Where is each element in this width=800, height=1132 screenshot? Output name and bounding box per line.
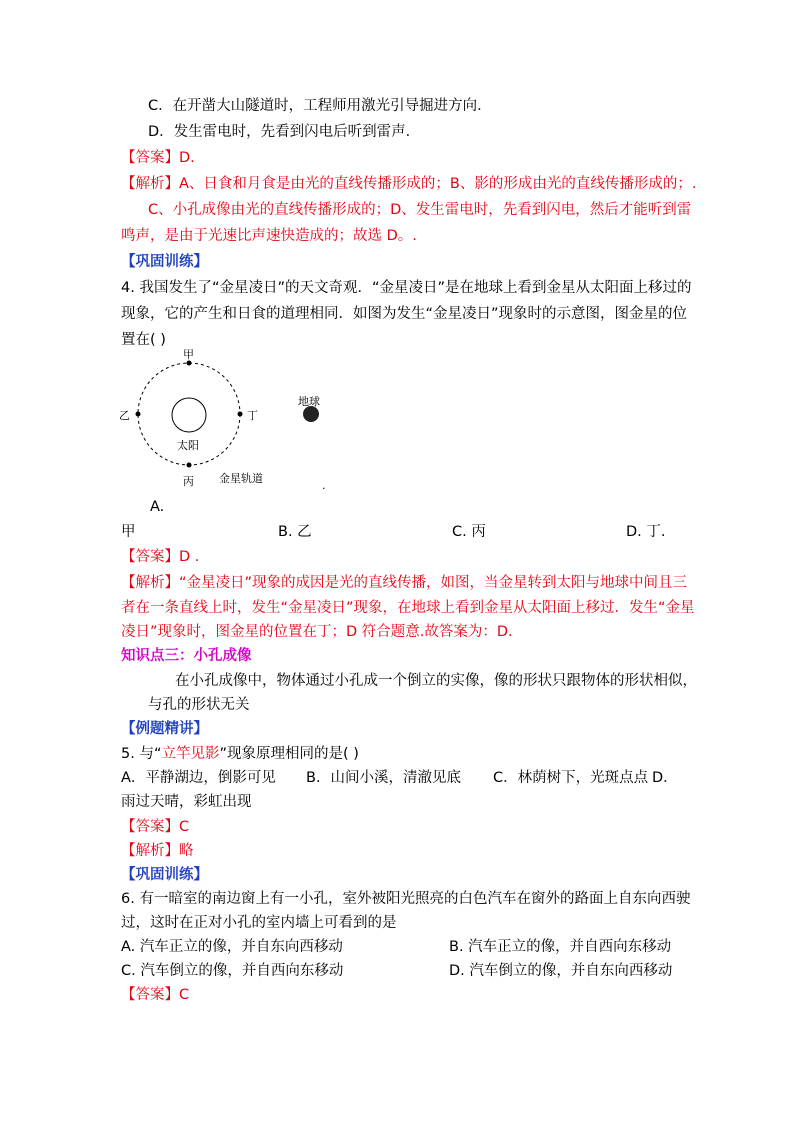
q4-stem-line3: 置在( )	[121, 332, 166, 348]
consolidate-heading: 【巩固训练】	[121, 867, 208, 883]
q4-option-b: B. 乙	[278, 524, 312, 540]
point-bing	[187, 463, 192, 468]
q6-answer	[121, 985, 189, 1005]
knowledge-point-line2: 与孔的形状无关	[148, 697, 250, 713]
label-ding: 丁	[247, 409, 258, 422]
point-ding	[238, 412, 243, 417]
q4-answer	[121, 547, 199, 567]
q6-option-c: C. 汽车倒立的像，并自西向东移动	[121, 963, 344, 979]
q6-option-d: D. 汽车倒立的像，并自东向西移动	[449, 963, 673, 979]
label-jia: 甲	[183, 348, 194, 361]
answer-value: C	[179, 819, 190, 835]
q4-option-c: C. 丙	[452, 524, 486, 540]
point-yi	[136, 412, 141, 417]
q5-suffix: ”现象原理相同的是( )	[219, 746, 359, 762]
analysis-label: 【解析】	[121, 575, 179, 591]
answer-label: 【答案】	[121, 150, 179, 166]
answer-value: C	[179, 987, 190, 1003]
q5-prefix: 5. 与“	[121, 746, 162, 762]
answer-label: 【答案】	[121, 819, 179, 835]
label-bing: 丙	[183, 475, 194, 488]
q4-analysis-line1	[121, 573, 687, 593]
point-jia	[187, 361, 192, 366]
q6-option-b: B. 汽车正立的像，并自西向东移动	[449, 939, 672, 955]
knowledge-point-line1: 在小孔成像中，物体通过小孔成一个倒立的实像，像的形状只跟物体的形状相似，	[175, 673, 697, 689]
q5-analysis	[121, 841, 194, 861]
q3-answer	[121, 148, 195, 168]
label-orbit: 金星轨道	[219, 472, 263, 485]
q3-analysis-line1	[121, 174, 696, 194]
q6-option-a: A. 汽车正立的像，并自东向西移动	[121, 939, 343, 955]
q5-option-b: B．山间小溪，清澈见底	[306, 770, 461, 786]
answer-label: 【答案】	[121, 987, 179, 1003]
earth-circle	[303, 406, 319, 422]
label-yi: 乙	[119, 409, 130, 422]
q4-stem-line2: 现象，它的产生和日食的道理相同．如图为发生“金星凌日”现象时的示意图，图金星的位	[121, 306, 688, 322]
q6-stem-line1: 6. 有一暗室的南边窗上有一小孔，室外被阳光照亮的白色汽车在窗外的路面上自东向西驶	[121, 891, 691, 907]
example-heading: 【例题精讲】	[121, 721, 208, 737]
label-earth: 地球	[298, 395, 320, 408]
q5-option-d: D．	[652, 770, 678, 786]
answer-label: 【答案】	[121, 549, 179, 565]
q5-highlight: 立竿见影	[161, 746, 220, 762]
q4-analysis-line2: 者在一条直线上时，发生“金星凌日”现象，在地球上看到金星从太阳面上移过．发生“金星	[121, 600, 695, 616]
analysis-label: 【解析】	[121, 176, 179, 192]
answer-value: D.	[179, 150, 195, 166]
q5-option-c: C．林荫树下，光斑点点	[493, 770, 649, 786]
analysis-text: A、日食和月食是由光的直线传播形成的；B、影的形成由光的直线传播形成的；.	[179, 176, 697, 192]
q6-stem-line2: 过，这时在正对小孔的室内墙上可看到的是	[121, 915, 397, 931]
q5-answer	[121, 817, 189, 837]
q4-option-a-text: 甲	[121, 524, 136, 540]
q5-option-a: A．平静湖边，倒影可见	[121, 770, 276, 786]
analysis-text: 略	[179, 843, 194, 859]
q3-analysis-line2: C、小孔成像由光的直线传播形成的；D、发生雷电时，先看到闪电，然后才能听到雷	[148, 202, 692, 218]
venus-transit-diagram	[115, 345, 345, 495]
q3-analysis-line3: 鸣声，是由于光速比声速快造成的；故选 D。.	[121, 228, 417, 244]
q4-option-a-letter: A.	[150, 499, 165, 515]
q4-option-d: D. 丁.	[626, 524, 666, 540]
q4-analysis-line3: 凌日”现象时，图金星的位置在丁；D 符合题意.故答案为：D．	[121, 624, 523, 640]
analysis-label: 【解析】	[121, 843, 179, 859]
q4-stem-line1: 4. 我国发生了“金星凌日”的天文奇观．“金星凌日”是在地球上看到金星从太阳面上移过的	[121, 280, 692, 296]
diagram-dot: .	[322, 479, 326, 492]
knowledge-point-title: 知识点三：小孔成像	[121, 648, 252, 664]
q5-option-d-cont: 雨过天晴，彩虹出现	[121, 794, 252, 810]
analysis-text: “金星凌日”现象的成因是光的直线传播，如图，当金星转到太阳与地球中间且三	[179, 575, 688, 591]
sun-circle	[172, 398, 206, 432]
consolidate-heading: 【巩固训练】	[121, 254, 208, 270]
q5-stem	[121, 744, 359, 764]
label-sun: 太阳	[177, 439, 199, 452]
q3-option-d: D．发生雷电时，先看到闪电后听到雷声．	[148, 124, 421, 140]
q3-option-c: C．在开凿大山隧道时，工程师用激光引导掘进方向．	[148, 98, 492, 114]
answer-value: D .	[179, 549, 200, 565]
